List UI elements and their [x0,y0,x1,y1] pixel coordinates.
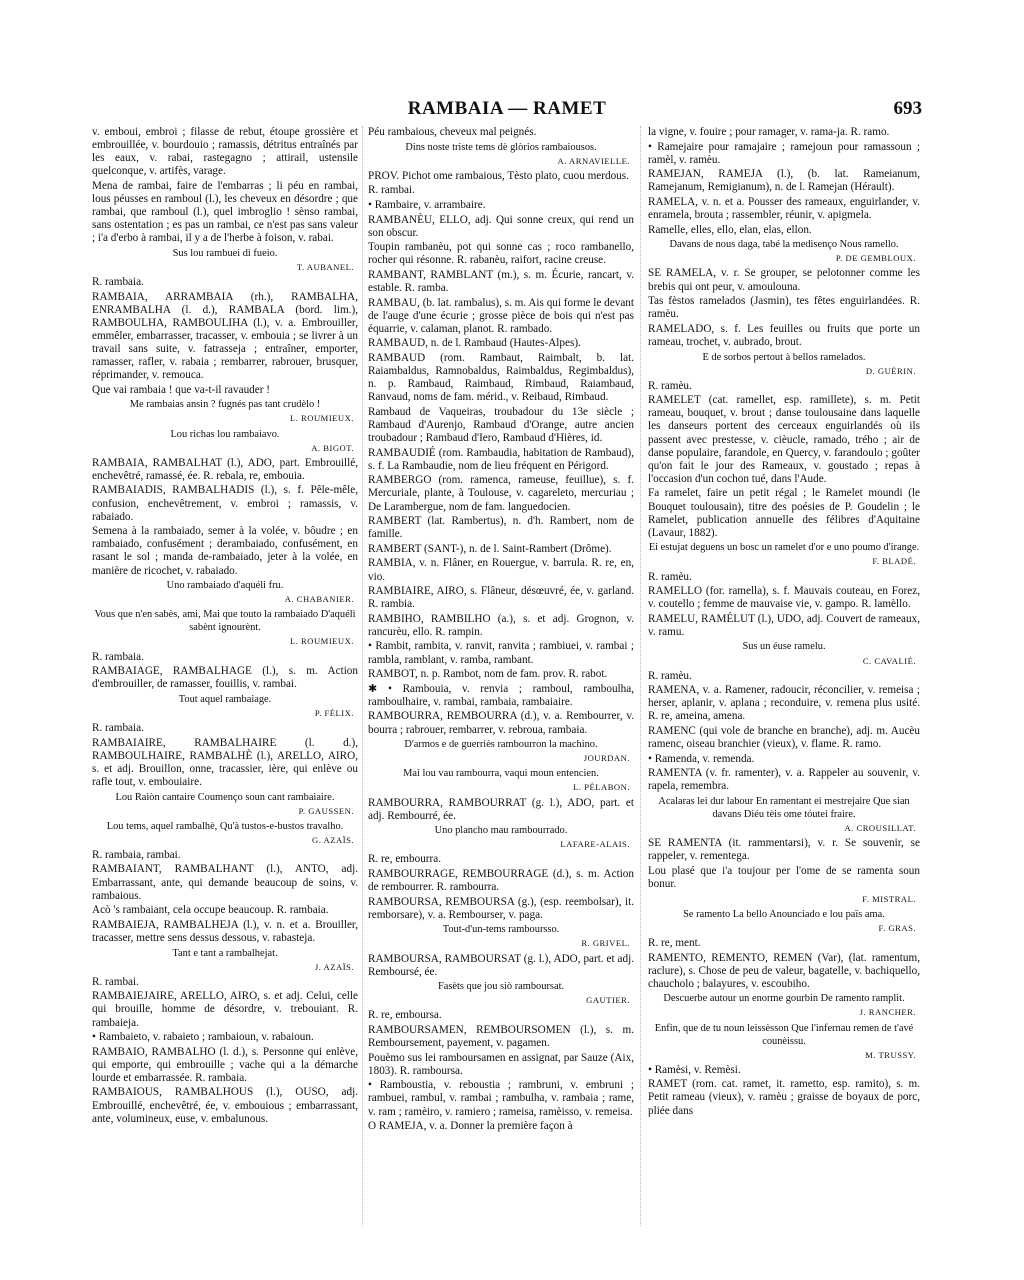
citation: Lou Raiòn cantaire Coumenço soun cant rambaiaire. [115,791,335,803]
dictionary-entry: RAMBIHO, RAMBILHO (a.), s. et adj. Grognon, v. rancurèu, ello. R. rampin. [368,612,634,638]
dictionary-entry: RAMBIAIRE, AIRO, s. Flâneur, désœuvré, ée, v. garland. R. rambia. [368,585,634,611]
citation-author: A. BIGOT. [311,442,354,453]
dictionary-entry: R. rambaia. [92,650,144,663]
citation: D'armos e de guerriès rambourron la machino. [404,739,598,751]
citation-author: F. BLADÉ. [872,556,916,567]
citation: Tant e tant a rambalhejat. [172,947,278,959]
dictionary-entry: RAMBAIEJA, RAMBALHEJA (l.), v. n. et a. Brouiller, tracasser, mettre sens dessus dessous, v. rabasteja. [92,918,358,944]
citation-author: D. GUÉRIN. [865,365,916,376]
dictionary-entry: Lou plasé que i'a toujour per l'ome de se ramenta soun bonur. [648,864,920,891]
dictionary-entry: RAMBIA, v. n. Flâner, en Rouergue, v. barrula. R. re, en, vio. [368,557,634,583]
dictionary-entry: RAMBAIO, RAMBALHO (l. d.), s. Personne qui enlève, qui emporte, qui embrouille ; vache qui a la démarche lourde et embarrassée. R. rambaia. [92,1045,358,1084]
dictionary-entry: RAMELET (cat. ramellet, esp. ramillete), s. m. Petit rameau, bouquet, v. brout ; danse toulousaine dans laquelle les danseurs portent des cerceaux enguirlandés où ils passent avec prestesse, v. cièucle, ramado, trého ; air de danse populaire, farandole, en Quercy, v. farandoulo ; goûter qu'on fait le jour des Rameaux, v. goustado ; repas à l'occasion d'un cochon tué, dans l'Aude. [648,394,920,485]
dictionary-entry: RAMBAIADIS, RAMBALHADIS (l.), s. f. Pêle-mêle, confusion, enchevêtrement, v. embroi ; ramassis, v. rabaiado. [92,484,358,523]
citation-author: P. DE GEMBLOUX. [835,253,916,264]
dictionary-entry: • Ramenda, v. remenda. [648,752,755,765]
citation: Acalaras lei dur labour En ramentant ei mestrejaire Que sian davans Diéu tèis ome tóutei fraire. [658,796,910,821]
dictionary-entry: PROV. Pichot ome rambaious, Tèsto plato, cuou merdous. [368,169,629,182]
citation-author: G. AZAÏS. [312,834,354,845]
dictionary-entry: R. re, ment. [648,936,701,949]
dictionary-entry: Tas fèstos ramelados (Jasmin), tes fêtes enguirlandées. R. ramèu. [648,295,920,321]
citation-author: A. CHABANIER. [284,594,354,605]
dictionary-entry: • Ramboustia, v. reboustia ; rambruni, v. embruni ; rambuei, rambul, v. rambai ; rambulha, v. rambaia ; rame, v. ram ; ramèiro, v. ramiero ; rameisa, ramèisso, v. remeisa. [368,1079,634,1118]
citation: Descuerbe autour un enorme gourbin De ramento ramplit. [663,993,905,1005]
citation-author: J. RANCHER. [859,1007,916,1018]
dictionary-entry: RAMELLO (for. ramella), s. f. Mauvais couteau, en Forez, v. coutello ; femme de mauvaise vie, v. gampo. R. lamèllo. [648,585,920,611]
dictionary-entry: • Rambaire, v. arrambaire. [368,198,486,211]
dictionary-entry: RAMBAIAGE, RAMBALHAGE (l.), s. m. Action d'embrouiller, de ramasser, fouillis, v. rambai. [92,665,358,691]
citation-author: R. GRIVEL. [581,938,630,949]
dictionary-entry: R. rambai. [368,184,415,197]
citation-author: C. CAVALIÉ. [862,655,916,666]
dictionary-entry: RAMBAIOUS, RAMBALHOUS (l.), OUSO, adj. Embrouillé, enchevêtré, ée, v. embouious ; embarrassant, ante, volumineux, euse, v. embalunous. [92,1086,358,1125]
dictionary-entry: RAMELADO, s. f. Les feuilles ou fruits que porte un rameau, trochet, v. aubrado, brout. [648,322,920,348]
dictionary-entry: Rambaud de Vaqueiras, troubadour du 13e siècle ; Rambaud d'Aurenjo, Rambaud d'Orange, autre ancien troubadour ; Rambaud d'Iero, Rambaud d'Hières, id. [368,405,634,445]
citation-author: P. GAUSSEN. [298,805,354,816]
citation-author: L. ROUMIEUX. [289,413,354,424]
dictionary-entry: RAMENTO, REMENTO, REMEN (Var), (lat. ramentum, raclure), s. Chose de peu de valeur, bagatelle, v. bachiquello, chaucholo ; balayures, v. escoubiho. [648,951,920,990]
dictionary-entry: RAMET (rom. cat. ramet, it. rametto, esp. ramito), s. m. Petit rameau (vieux), v. ramèu ; graisse de boyaux de porc, pliée dans [648,1078,920,1117]
dictionary-entry: RAMBOURSA, RAMBOURSAT (g. l.), ADO, part. et adj. Remboursé, ée. [368,952,634,978]
column-left [92,126,358,1236]
dictionary-entry: R. rambaia. [92,276,144,289]
citation-author: LAFARE-ALAIS. [560,839,630,850]
dictionary-entry: O RAMEJA, v. a. Donner la première façon à [368,1120,573,1133]
dictionary-entry: Pouèmo sus lei ramboursamen en assignat, par Sauze (Aix, 1803). R. ramboursa. [368,1051,634,1077]
dictionary-entry: R. rambaia. [92,722,144,735]
citation: Vous que n'en sabès, ami, Mai que touto la rambaiado D'aquéli sabènt ignourènt. [94,609,356,634]
dictionary-entry: R. re, embourra. [368,853,442,866]
page-header [92,98,922,122]
dictionary-entry: R. ramèu. [648,379,692,392]
dictionary-entry: RAMBAU, (b. lat. rambalus), s. m. Ais qui forme le devant de l'auge d'une écurie ; grosse pièce de bois qui n'est pas équarrie, v. calaman, planot. R. rambado. [368,296,634,335]
dictionary-entry: RAMBANT, RAMBLANT (m.), s. m. Écurie, rancart, v. estable. R. ramba. [368,268,634,295]
dictionary-entry: RAMBANÈU, ELLO, adj. Qui sonne creux, qui rend un son obscur. [368,213,634,239]
dictionary-entry: RAMBAUD (rom. Rambaut, Raimbalt, b. lat. Raiambaldus, Ramnobaldus, Raimbaldus, Regimbaldus), n. p. Rambaud, Raimbaud, Rimbaud, Raiambaud, Ranvaud, noms de fam. mérid., v. Reibaud, Rimbaud. [368,352,634,404]
dictionary-entry: RAMBAIEJAIRE, ARELLO, AIRO, s. et adj. Celui, celle qui brouille, homme de désordre, v. trebouiant. R. rambaieja. [92,990,358,1029]
dictionary-entry: SE RAMENTA (it. rammentarsi), v. r. Se souvenir, se rappeler, v. rementega. [648,837,920,863]
dictionary-entry: RAMELA, v. n. et a. Pousser des rameaux, enguirlander, v. enramela, brouta ; rassembler, réunir, v. apigmela. [648,195,920,222]
dictionary-entry: R. re, emboursa. [368,1009,442,1022]
dictionary-entry: v. emboui, embroi ; filasse de rebut, étoupe grossière et embrouillée, v. bourdouio ; ramassis, détritus entraînés par les eaux, v. rabai, rastegagno ; attirail, ustensile quelconque, v. artifès, varage. [92,126,358,178]
citation: Sus un éuse ramelu. [742,641,826,653]
dictionary-entry: ✱ • Rambouia, v. renvia ; ramboul, ramboulha, ramboulhaire, v. rambai, rambaia, rambaiaire. [368,682,634,708]
citation: Uno rambaiado d'aquéli fru. [166,580,284,592]
dictionary-entry: Toupin rambanèu, pot qui sonne cas ; roco rambanello, rocher qui résonne. R. rabanèu, raifort, racine creuse. [368,241,634,267]
dictionary-entry: SE RAMELA, v. r. Se grouper, se pelotonner comme les brebis qui ont peur, v. amoulouna. [648,267,920,293]
dictionary-entry: Péu rambaious, cheveux mal peignés. [368,126,537,138]
citation-author: L. ROUMIEUX. [289,636,354,647]
dictionary-entry: RAMENTA (v. fr. ramenter), v. a. Rappeler au souvenir, v. rapela, remembra. [648,767,920,793]
citation: Tout-d'un-tems ramboursso. [442,924,560,936]
column-divider [640,126,641,1226]
dictionary-entry: RAMENA, v. a. Ramener, radoucir, réconcilier, v. remeisa ; herser, aplanir, v. aplana ; reconduire, v. remena plus usité. R. re, ameina, amena. [648,684,920,723]
citation: Tout aquel rambaiage. [178,693,272,705]
dictionary-entry: • Rambaieto, v. rabaieto ; rambaioun, v. rabaioun. [92,1031,314,1044]
dictionary-entry: RAMBOT, n. p. Rambot, nom de fam. prov. R. rabot. [368,668,608,681]
dictionary-entry: RAMBOURSAMEN, REMBOURSOMEN (l.), s. m. Remboursement, payement, v. pagamen. [368,1024,634,1050]
citation-author: F. GRAS. [878,922,916,933]
citation: Me rambaias ansin ? fugnés pas tant crudèlo ! [129,399,321,411]
dictionary-entry: • Ramèsi, v. Remèsi. [648,1063,741,1076]
dictionary-entry: Fa ramelet, faire un petit régal ; le Ramelet moundi (le Bouquet toulousain), titre des poésies de P. Goudelin ; le Ramelet, publication annuelle des félibres d'Aquitaine (Lavaur, 1882). [648,487,920,539]
citation: Se ramento La bello Anounciado e lou païs ama. [683,908,885,920]
citation: Lou richas lou rambaiavo. [170,428,280,440]
dictionary-entry: RAMBERGO (rom. ramenca, rameuse, feuillue), s. f. Mercuriale, plante, à Toulouse, v. cagareleto, mercuriau ; De Larambergue, nom de fam. languedocien. [368,474,634,513]
dictionary-entry: RAMBAIAIRE, RAMBALHAIRE (l. d.), RAMBOULHAIRE, RAMBALHÈ (l.), ARELLO, AIRO, s. et adj. Brouillon, onne, tracassier, ière, qui enlève ou rafle tout, v. embouiaire. [92,736,358,788]
citation: Davans de nous daga, tabé la medisenço Nous ramello. [669,239,899,251]
citation: Fasèts que jou siò ramboursat. [437,981,565,993]
dictionary-entry: RAMBERT (lat. Rambertus), n. d'h. Rambert, nom de famille. [368,515,634,541]
dictionary-entry: RAMBAUDIÉ (rom. Rambaudia, habitation de Rambaud), s. f. La Rambaudie, nom de lieu fréquent en Périgord. [368,446,634,472]
citation: Enfin, que de tu noun leissèsson Que l'infernau remen de t'avé counèissu. [654,1022,914,1047]
citation-author: M. TRUSSY. [865,1049,916,1060]
dictionary-entry: RAMBAIA, RAMBALHAT (l.), ADO, part. Embrouillé, enchevêtré, ramassé, ée. R. rebala, re, embouia. [92,456,358,482]
dictionary-entry: RAMELU, RAMÉLUT (l.), UDO, adj. Couvert de rameaux, v. ramu. [648,612,920,638]
dictionary-entry: RAMENC (qui vole de branche en branche), adj. m. Aucèu ramenc, oiseau branchier (vieux), v. flame. R. ramo. [648,725,920,751]
column-middle [368,126,634,1236]
citation-author: J. AZAÏS. [314,961,354,972]
dictionary-entry: Mena de rambai, faire de l'embarras ; li péu en rambai, lous péusses en ramboul (l.), les cheveux en désordre ; que rambai, que ramboul (l.), quel imbroglio ! sènso rambai, sans ostentation ; es pas un rambai, ce n'est pas sans valeur ; i'a d'erbo à rambai, il y a de l'herbe à foison, v. rabai. [92,179,358,245]
dictionary-entry: RAMBOURSA, REMBOURSA (g.), (esp. reembolsar), it. remborsare), v. a. Rembourser, v. paga. [368,895,634,921]
dictionary-entry: RAMBAUD, n. de l. Rambaud (Hautes-Alpes). [368,337,581,350]
dictionary-entry: RAMBAIA, ARRAMBAIA (rh.), RAMBALHA, ENRAMBALHA (l. d.), RAMBALA (bord. lim.), RAMBOULHA, RAMBOULIHA (l.), v. a. Embrouiller, emmêler, embarrasser, tracasser, v. embouia ; se livrer à un travail sans suite, v. fatrasseja ; entraîner, emporter, ramasser, rafler, v. rabaia ; rembarrer, rabrouer, brusquer, réprimander, v. remouca. [92,290,358,382]
citation: E de sorbos pertout à bellos ramelados. [702,351,866,363]
running-title: RAMBAIA — RAMET [407,98,607,119]
citation: Uno plancho mau rambourrado. [434,825,568,837]
citation: Lou tems, aquel rambalhè, Qu'à tustos-e-bustos travalho. [106,820,344,832]
citation-author: L. PÉLABON. [573,782,630,793]
citation-author: A. CROUSILLAT. [844,823,916,834]
dictionary-entry: RAMBAIANT, RAMBALHANT (l.), ANTO, adj. Embarrassant, ante, qui demande beaucoup de soins, v. rambaious. [92,863,358,902]
dictionary-entry: R. ramèu. [648,570,692,583]
citation: Ei estujat deguens un bosc un ramelet d'or e uno poumo d'irange. [648,542,920,554]
column-divider [362,126,363,1226]
citation-author: P. FÉLIX. [314,707,354,718]
dictionary-entry: Que vai rambaia ! que va-t-il ravauder ! [92,383,270,396]
citation: Sus lou rambuei di fueio. [172,247,278,259]
citation-author: JOURDAN. [583,753,630,764]
dictionary-entry: la vigne, v. fouire ; pour ramager, v. rama-ja. R. ramo. [648,126,890,138]
page-number: 693 [893,98,922,119]
dictionary-entry: Semena à la rambaiado, semer à la volée, v. bôudre ; en rambaiado, confusément ; derambaiado, confusément, en rasant le sol ; manda de-rambaiado, jeter à la volée, en manière de ricochet, v. rabaiado. [92,525,358,577]
citation: Dins noste triste tems dè glòrios rambaiousos. [405,141,597,153]
citation: Mai lou vau rambourra, vaqui moun entencien. [403,768,599,780]
dictionary-entry: • Ramejaire pour ramajaire ; ramejoun pour ramassoun ; ramèl, v. ramèu. [648,140,920,166]
citation-author: T. AUBANEL. [296,261,354,272]
dictionary-entry: • Rambit, rambita, v. ranvit, ranvita ; rambiuei, v. rambai ; rambla, ramblant, v. ramba, rambant. [368,640,634,666]
column-right [648,126,920,1236]
citation-author: GAUTIER. [586,995,630,1006]
citation-author: A. ARNAVIELLE. [557,155,630,166]
dictionary-entry: Acò 's rambaiant, cela occupe beaucoup. R. rambaia. [92,904,329,917]
dictionary-entry: RAMBOURRA, REMBOURRA (d.), v. a. Rembourrer, v. bourra ; rabrouer, rembarrer, v. rebroua, rambaia. [368,710,634,736]
dictionary-entry: R. ramèu. [648,669,692,682]
citation-author: F. MISTRAL. [862,893,916,904]
dictionary-entry: R. rambai. [92,975,139,988]
dictionary-entry: RAMBOURRA, RAMBOURRAT (g. l.), ADO, part. et adj. Rembourré, ée. [368,796,634,822]
dictionary-entry: R. rambaia, rambai. [92,848,181,861]
dictionary-entry: Ramelle, elles, ello, elan, elas, ellon. [648,223,812,236]
dictionary-entry: RAMBOURRAGE, REMBOURRAGE (d.), s. m. Action de rembourrer. R. rambourra. [368,867,634,894]
dictionary-entry: RAMBERT (SANT-), n. de l. Saint-Rambert (Drôme). [368,542,612,555]
dictionary-entry: RAMEJAN, RAMEJA (l.), (b. lat. Rameianum, Ramejanum, Remigianum), n. de l. Ramejan (Hérault). [648,168,920,194]
